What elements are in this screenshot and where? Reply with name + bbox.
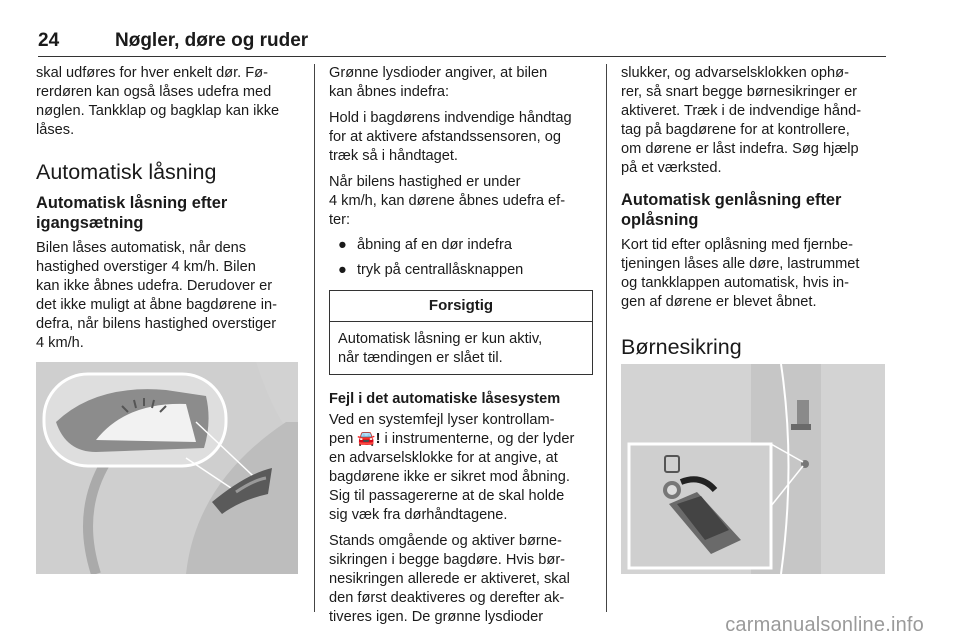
subsection-heading: Automatisk genlåsning efter oplåsning [621,191,842,229]
door-warning-icon: 🚘! [357,431,381,447]
body-paragraph: Kort tid efter oplåsning med fjernbe- tjeningen låses alle døre, lastrummet og tankklappen automatisk, hvis in- gen af dørene er blevet åbnet. [621,237,860,310]
column-1 [36,64,300,360]
body-paragraph: slukker, og advarselsklokken ophø- rer, så snart begge børnesikringer er aktiveret. Træk i de indvendige hånd- tag på bagdørene for at kontrollere, om dørene er låst indefra. Søg hjælp på et værksted. [621,65,862,176]
body-paragraph: Ved en systemfejl lyser kontrollam- pen 🚘! i instrumenterne, og der lyder en advarselsklokke for at angive, at bagdørene ikke er sikret mod åbning. Sig til passagererne at de skal holde sig væk fra dørhåndtagene. [329,412,575,523]
child-lock-drawing [621,364,885,574]
body-paragraph: Hold i bagdørens indvendige håndtag for at aktivere afstandssensoren, og træk så i håndtaget. [329,110,572,164]
body-paragraph: Bilen låses automatisk, når dens hastighed overstiger 4 km/h. Bilen kan ikke åbnes udefra. Derudover er det ikke muligt at åbne bagdørene in- defra, når bilens hastighed overstiger 4 km/h. [36,240,277,351]
watermark: carmanualsonline.info [725,614,924,636]
body-paragraph: Når bilens hastighed er under 4 km/h, kan dørene åbnes udefra ef- ter: [329,174,566,228]
bullet-icon: ● [338,237,347,253]
condition-list [329,236,593,280]
page-number: 24 [38,30,60,51]
subsection-heading: Fejl i det automatiske låsesystem [329,391,561,407]
column-divider [314,64,315,612]
column-divider [606,64,607,612]
body-paragraph: Grønne lysdioder angiver, at bilen kan åbnes indefra: [329,65,548,100]
subsection-heading: Automatisk låsning efter igangsætning [36,194,228,232]
door-handle-drawing [36,362,298,574]
caution-box [329,290,593,375]
bullet-icon: ● [338,262,347,278]
door-handle-illustration [36,362,298,574]
section-heading: Børnesikring [621,335,742,359]
chapter-title: Nøgler, døre og ruder [115,30,309,51]
list-item: ● åbning af en dør indefra [338,237,512,253]
child-lock-illustration [621,364,885,574]
caution-text: Automatisk låsning er kun aktiv, når tændingen er slået til. [338,331,543,366]
intro-paragraph: skal udføres for hver enkelt dør. Fø- rerdøren kan også låses udefra med nøglen. Tankklap og bagklap kan ikke låses. [36,65,280,138]
column-2 [329,64,593,634]
list-item: ● tryk på centrallåsknappen [338,262,524,278]
section-heading: Automatisk låsning [36,160,217,184]
page-header [38,26,886,57]
caution-title: Forsigtig [330,291,592,322]
body-paragraph: Stands omgående og aktiver børne- sikringen i begge bagdøre. Hvis bør- nesikringen allerede er aktiveret, skal den først deaktiveres og derefter ak- tiveres igen. De grønne lysdioder [329,533,570,625]
column-3 [621,64,887,368]
